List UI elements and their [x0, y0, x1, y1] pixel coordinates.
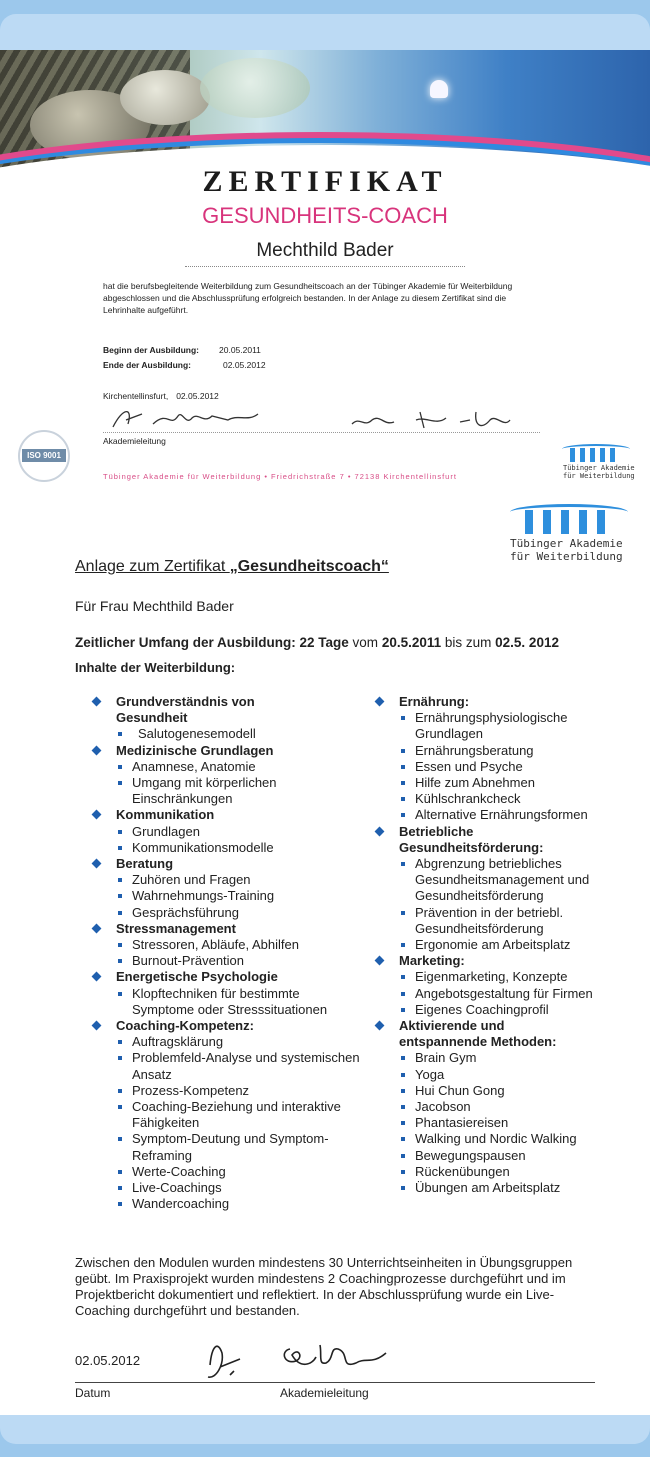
section-item: Essen und Psyche: [399, 759, 616, 775]
section-item: Abgrenzung betriebliches Gesundheitsmanagement und Gesundheitsförderung: [399, 856, 616, 905]
contents-heading: Inhalte der Weiterbildung:: [75, 660, 236, 675]
signature-2: [350, 406, 530, 434]
section-item: Coaching-Beziehung und interaktive Fähigkeiten: [116, 1099, 363, 1131]
annex-heading: [75, 558, 389, 576]
section-title: Beratung: [116, 856, 174, 872]
section-item: Symptom-Deutung und Symptom-Reframing: [116, 1131, 363, 1163]
begin-label: Beginn der Ausbildung:: [103, 345, 200, 355]
section-item: Yoga: [399, 1067, 616, 1083]
section-title: Marketing:: [399, 953, 465, 969]
section-item: Kühlschrankcheck: [399, 791, 616, 807]
diamond-bullet-icon: [92, 923, 102, 933]
section-item: Klopftechniken für bestimmte Symptome oder Stresssituationen: [116, 986, 363, 1018]
end-label: Ende der Ausbildung:: [103, 360, 191, 370]
place-label: Kirchentellinsfurt,: [103, 391, 169, 401]
section-item: Eigenmarketing, Konzepte: [399, 969, 616, 985]
annex-logo-text-line1: Tübinger Akademie: [510, 537, 623, 550]
section-item: Wahrnehmungs-Training: [116, 888, 363, 904]
section-item: Auftragsklärung: [116, 1034, 363, 1050]
annex-logo-text: [510, 537, 623, 563]
section-item: Ernährungsphysiologische Grundlagen: [399, 710, 616, 742]
training-scope: [75, 635, 559, 650]
signature-1: [108, 402, 268, 436]
diamond-bullet-icon: [92, 972, 102, 982]
section: [93, 1018, 363, 1212]
scope-start: 20.5.2011: [381, 635, 442, 650]
contents-left-column: [93, 694, 363, 1213]
scope-to: bis zum: [441, 635, 496, 650]
annex-heading-bold: „Gesundheitscoach“: [229, 558, 389, 575]
section-item: Werte-Coaching: [116, 1164, 363, 1180]
section-title: Stressmanagement: [116, 920, 236, 936]
section-item: Anamnese, Anatomie: [116, 759, 363, 775]
annex-signature: [200, 1335, 440, 1385]
scope-end: 02.5. 2012: [495, 635, 559, 650]
stone-image: [120, 70, 210, 125]
section-item: Prävention in der betriebl. Gesundheitsförderung: [399, 905, 616, 937]
section: [376, 953, 616, 1018]
section-item: Rückenübungen: [399, 1164, 616, 1180]
section-title: Grundverständnis von Gesundheit: [116, 694, 255, 726]
section: [376, 694, 616, 824]
end-value: 02.05.2012: [223, 360, 266, 370]
diamond-bullet-icon: [92, 1021, 102, 1031]
iso-seal: [18, 430, 70, 482]
closing-paragraph: Zwischen den Modulen wurden mindestens 30 Unterrichtseinheiten in Übungsgruppen geübt. Im Praxisprojekt wurden mindestens 2 Coachingprozesse durchgeführt und im Projektbericht dokumentiert und reflektiert. In der Abschlussprüfung wurde ein Live-Coaching durchgeführt und bestanden.: [75, 1255, 573, 1318]
section-item: Jacobson: [399, 1099, 616, 1115]
annex-sheet: [0, 490, 650, 1415]
section-item: Bewegungspausen: [399, 1148, 616, 1164]
section-item: Stressoren, Abläufe, Abhilfen: [116, 937, 363, 953]
section-item: Ergonomie am Arbeitsplatz: [399, 937, 616, 953]
section-item: Salutogenesemodell: [116, 726, 363, 742]
section: [93, 743, 363, 808]
iso-badge-label: ISO 9001: [22, 449, 66, 462]
leaf-image: [200, 58, 310, 118]
annex-signature-label: Akademieleitung: [280, 1386, 369, 1400]
diamond-bullet-icon: [375, 697, 385, 707]
section-title: Betriebliche Gesundheitsförderung:: [399, 823, 544, 855]
section-item: Problemfeld-Analyse und systemischen Ansatz: [116, 1050, 363, 1082]
certificate-body-text: hat die berufsbegleitende Weiterbildung zum Gesundheitscoach an der Tübinger Akademie für Weiterbildung abgeschlossen und die Abschlussprüfung erfolgreich bestanden. In der Anlage zu diesem Zertifikat sind die Lehrinhalte aufgeführt.: [103, 281, 513, 315]
section: [93, 694, 363, 743]
recipient-name: Mechthild Bader: [256, 240, 394, 261]
begin-value: 20.05.2011: [219, 345, 261, 355]
section: [376, 1018, 616, 1196]
section-item: Übungen am Arbeitsplatz: [399, 1180, 616, 1196]
logo-text-line2: für Weiterbildung: [563, 472, 635, 480]
annex-signature-line: [75, 1382, 595, 1383]
certificate-sheet: [0, 50, 650, 490]
signature-label: Akademieleitung: [103, 436, 166, 446]
academy-logo-icon: [570, 448, 615, 462]
datum-label: Datum: [75, 1386, 111, 1400]
section-title: Coaching-Kompetenz:: [116, 1018, 254, 1034]
footer-address: Tübinger Akademie für Weiterbildung • Friedrichstraße 7 • 72138 Kirchentellinsfurt: [103, 472, 457, 481]
annex-for-line: Für Frau Mechthild Bader: [75, 598, 234, 614]
annex-academy-logo-icon: [525, 510, 605, 534]
section-item: Live-Coachings: [116, 1180, 363, 1196]
section-title: Energetische Psychologie: [116, 969, 278, 985]
annex-heading-prefix: Anlage zum Zertifikat: [75, 558, 230, 575]
annex-logo-text-line2: für Weiterbildung: [510, 550, 623, 563]
contents-right-column: [376, 694, 616, 1196]
diamond-bullet-icon: [92, 697, 102, 707]
signature-line: [103, 432, 540, 433]
name-underline: [185, 266, 465, 267]
section: [93, 969, 363, 1018]
section-title: Ernährung:: [399, 694, 470, 709]
lotus-flower-image: [430, 80, 448, 98]
scope-from: vom: [348, 635, 382, 650]
section-item: Eigenes Coachingprofil: [399, 1002, 616, 1018]
section-item: Kommunikationsmodelle: [116, 840, 363, 856]
section-item: Walking und Nordic Walking: [399, 1131, 616, 1147]
section-item: Gesprächsführung: [116, 905, 363, 921]
section-title: Aktivierende und entspannende Methoden:: [399, 1018, 557, 1050]
section-item: Alternative Ernährungsformen: [399, 807, 616, 823]
section: [93, 921, 363, 970]
section-item: Phantasiereisen: [399, 1115, 616, 1131]
place-date: [103, 390, 219, 402]
diamond-bullet-icon: [375, 956, 385, 966]
certificate-subtitle: GESUNDHEITS-COACH: [202, 203, 448, 228]
section: [93, 807, 363, 856]
diamond-bullet-icon: [92, 745, 102, 755]
diamond-bullet-icon: [375, 826, 385, 836]
logo-text: [563, 464, 635, 480]
section-item: Brain Gym: [399, 1050, 616, 1066]
section-item: Hui Chun Gong: [399, 1083, 616, 1099]
section-item: Angebotsgestaltung für Firmen: [399, 986, 616, 1002]
diamond-bullet-icon: [92, 810, 102, 820]
section-item: Ernährungsberatung: [399, 743, 616, 759]
section-title: Kommunikation: [116, 807, 215, 823]
section-item: Prozess-Kompetenz: [116, 1083, 363, 1099]
scope-label: Zeitlicher Umfang der Ausbildung: 22 Tage: [75, 635, 349, 650]
section-item: Umgang mit körperlichen Einschränkungen: [116, 775, 363, 807]
training-dates: [103, 344, 266, 371]
logo-text-line1: Tübinger Akademie: [563, 464, 635, 472]
certificate-title: ZERTIFIKAT: [202, 165, 448, 198]
section: [376, 824, 616, 954]
section-item: Burnout-Prävention: [116, 953, 363, 969]
diamond-bullet-icon: [375, 1021, 385, 1031]
section-item: Zuhören und Fragen: [116, 872, 363, 888]
section-item: Hilfe zum Abnehmen: [399, 775, 616, 791]
diamond-bullet-icon: [92, 859, 102, 869]
section-item: Grundlagen: [116, 824, 363, 840]
section: [93, 856, 363, 921]
section-item: Wandercoaching: [116, 1196, 363, 1212]
section-title: Medizinische Grundlagen: [116, 742, 274, 758]
annex-date: 02.05.2012: [75, 1353, 141, 1368]
place-date-value: 02.05.2012: [176, 391, 219, 401]
